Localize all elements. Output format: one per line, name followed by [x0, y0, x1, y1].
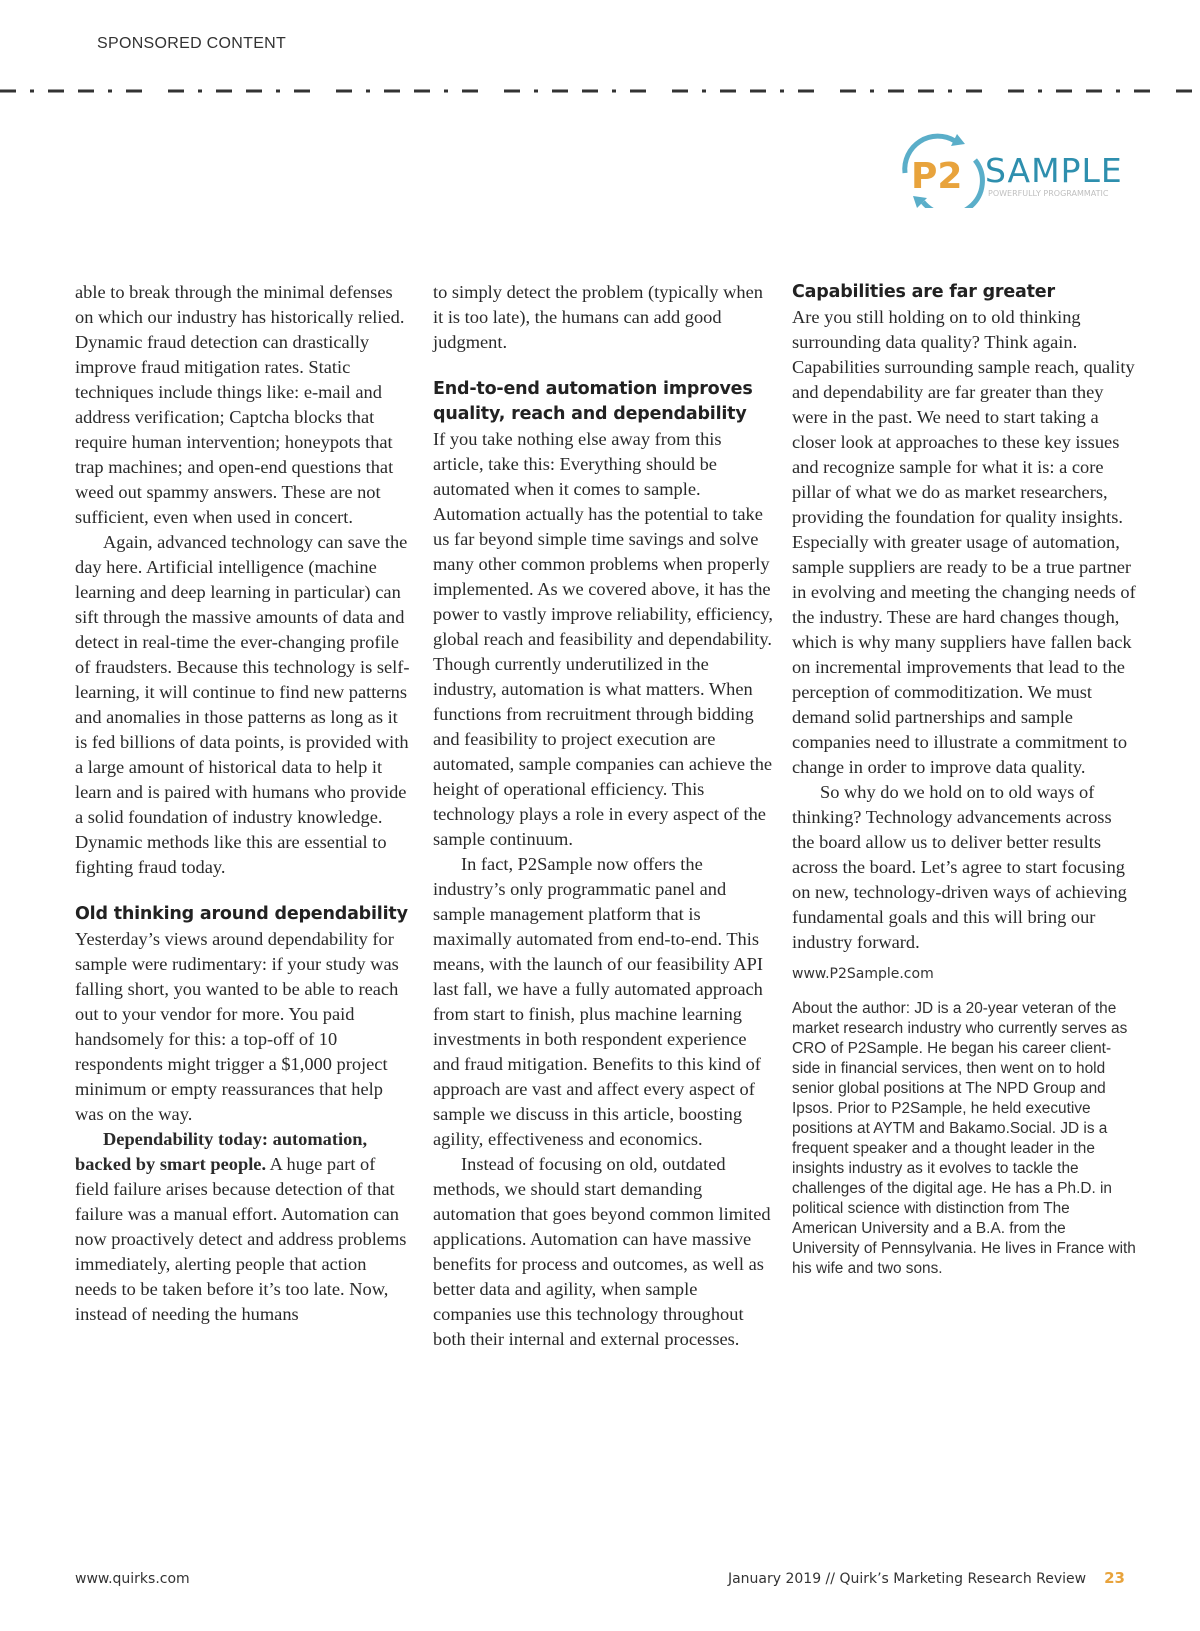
- paragraph: [75, 1127, 410, 1327]
- article-column-1: [75, 280, 410, 1327]
- paragraph: If you take nothing else away from this article, take this: Everything should be automated when it comes to sample. Automation actually has the potential to take us far beyond simple time savings and solve many other common problems when properly implemented. As we covered above, it has the power to vastly improve reliability, efficiency, global reach and feasibility and dependability. Though currently underutilized in the industry, automation is what matters. When functions from recruitment through bidding and feasibility to project execution are automated, sample companies can achieve the height of operational efficiency. This technology plays a role in every aspect of the sample continuum.: [433, 429, 773, 849]
- section-heading: End-to-end automation improves quality, reach and dependability: [433, 379, 753, 424]
- article-column-2: [433, 280, 773, 1352]
- lead-in-text: Dependability today: automation, backed by smart people.: [75, 1129, 368, 1174]
- sponsored-content-label: SPONSORED CONTENT: [97, 35, 287, 52]
- logo-p2-text: P2: [911, 156, 963, 197]
- paragraph: Again, advanced technology can save the day here. Artificial intelligence (machine learning and deep learning in particular) can sift through the massive amounts of data and detect in real-time the ever-changing profile of fraudsters. Because this technology is self-learning, it will continue to find new patterns and anomalies in those patterns as long as it is fed billions of data points, is provided with a large amount of historical data to help it learn and is paired with humans who provide a solid foundation of industry knowledge. Dynamic methods like this are essential to fighting fraud today.: [75, 532, 410, 877]
- paragraph: to simply detect the problem (typically when it is too late), the humans can add good judgment.: [433, 282, 763, 352]
- paragraph: Instead of focusing on old, outdated methods, we should start demanding automation that goes beyond common limited applications. Automation can have massive benefits for process and outcomes, as well as better data and agility, when sample companies use this technology throughout both their internal and external processes.: [433, 1154, 771, 1349]
- paragraph: So why do we hold on to old ways of thinking? Technology advancements across the board allow us to deliver better results across the board. Let’s agree to start focusing on new, technology-driven ways of achieving fundamental goals and this will bring our industry forward.: [792, 782, 1127, 952]
- paragraph: able to break through the minimal defenses on which our industry has historically relied. Dynamic fraud detection can drastically improve fraud mitigation rates. Static techniques include things like: e-mail and address verification; Captcha blocks that require human intervention; honeypots that trap machines; and open-end questions that weed out spammy answers. These are not sufficient, even when used in concert.: [75, 282, 405, 527]
- footer-issue: [728, 1569, 1125, 1587]
- paragraph-text: A huge part of field failure arises because detection of that failure was a manual effort. Automation can now proactively detect and address problems immediately, alerting people that action needs to be taken before it’s too late. Now, instead of needing the humans: [75, 1154, 407, 1324]
- paragraph: Are you still holding on to old thinking surrounding data quality? Think again. Capabilities surrounding sample reach, quality and dependability are far greater than they were in the past. We need to start taking a closer look at approaches to these key issues and recognize sample for what it is: a core pillar of what we do as market researchers, providing the foundation for quality insights. Especially with greater usage of automation, sample suppliers are ready to be a true partner in evolving and meeting the changing needs of the industry. These are hard changes though, which is why many suppliers have fallen back on incremental improvements that lead to the perception of commoditization. We must demand solid partnerships and sample companies need to illustrate a commitment to change in order to improve data quality.: [792, 307, 1136, 777]
- paragraph: Yesterday’s views around dependability for sample were rudimentary: if your study was falling short, you wanted to be able to reach out to your vendor for more. You paid handsomely for this: a top-off of 10 respondents might trigger a $1,000 project minimum or empty reassurances that help was on the way.: [75, 929, 399, 1124]
- logo-tagline: POWERFULLY PROGRAMMATIC: [988, 189, 1109, 198]
- p2sample-logo: [895, 128, 1135, 208]
- website-link[interactable]: www.P2Sample.com: [792, 966, 934, 982]
- footer-issue-text: January 2019 // Quirk’s Marketing Research Review: [727, 1571, 1087, 1587]
- dashed-divider: [0, 84, 1200, 98]
- article-column-3: [792, 280, 1137, 1279]
- logo-sample-text: SAMPLE: [985, 151, 1123, 190]
- section-heading: Old thinking around dependability: [75, 904, 408, 924]
- paragraph: In fact, P2Sample now offers the industry’s only programmatic panel and sample management platform that is maximally automated from end-to-end. This means, with the launch of our feasibility API last fall, we have a fully automated approach from start to finish, plus machine learning investments in both respondent experience and fraud mitigation. Benefits to this kind of approach are vast and affect every aspect of sample we discuss in this article, boosting agility, effectiveness and economics.: [433, 854, 763, 1149]
- author-bio: About the author: JD is a 20-year veteran of the market research industry who currently serves as CRO of P2Sample. He began his career client-side in financial services, then went on to hold senior global positions at The NPD Group and Ipsos. Prior to P2Sample, he held executive positions at AYTM and Bakamo.Social. JD is a frequent speaker and a thought leader in the insights industry as it evolves to tackle the challenges of the digital age. He has a Ph.D. in political science with distinction from The American University and a B.A. from the University of Pennsylvania. He lives in France with his wife and two sons.: [792, 1000, 1136, 1277]
- page-number: 23: [1104, 1569, 1125, 1587]
- footer-site-link[interactable]: www.quirks.com: [75, 1571, 190, 1587]
- section-heading: Capabilities are far greater: [792, 282, 1055, 302]
